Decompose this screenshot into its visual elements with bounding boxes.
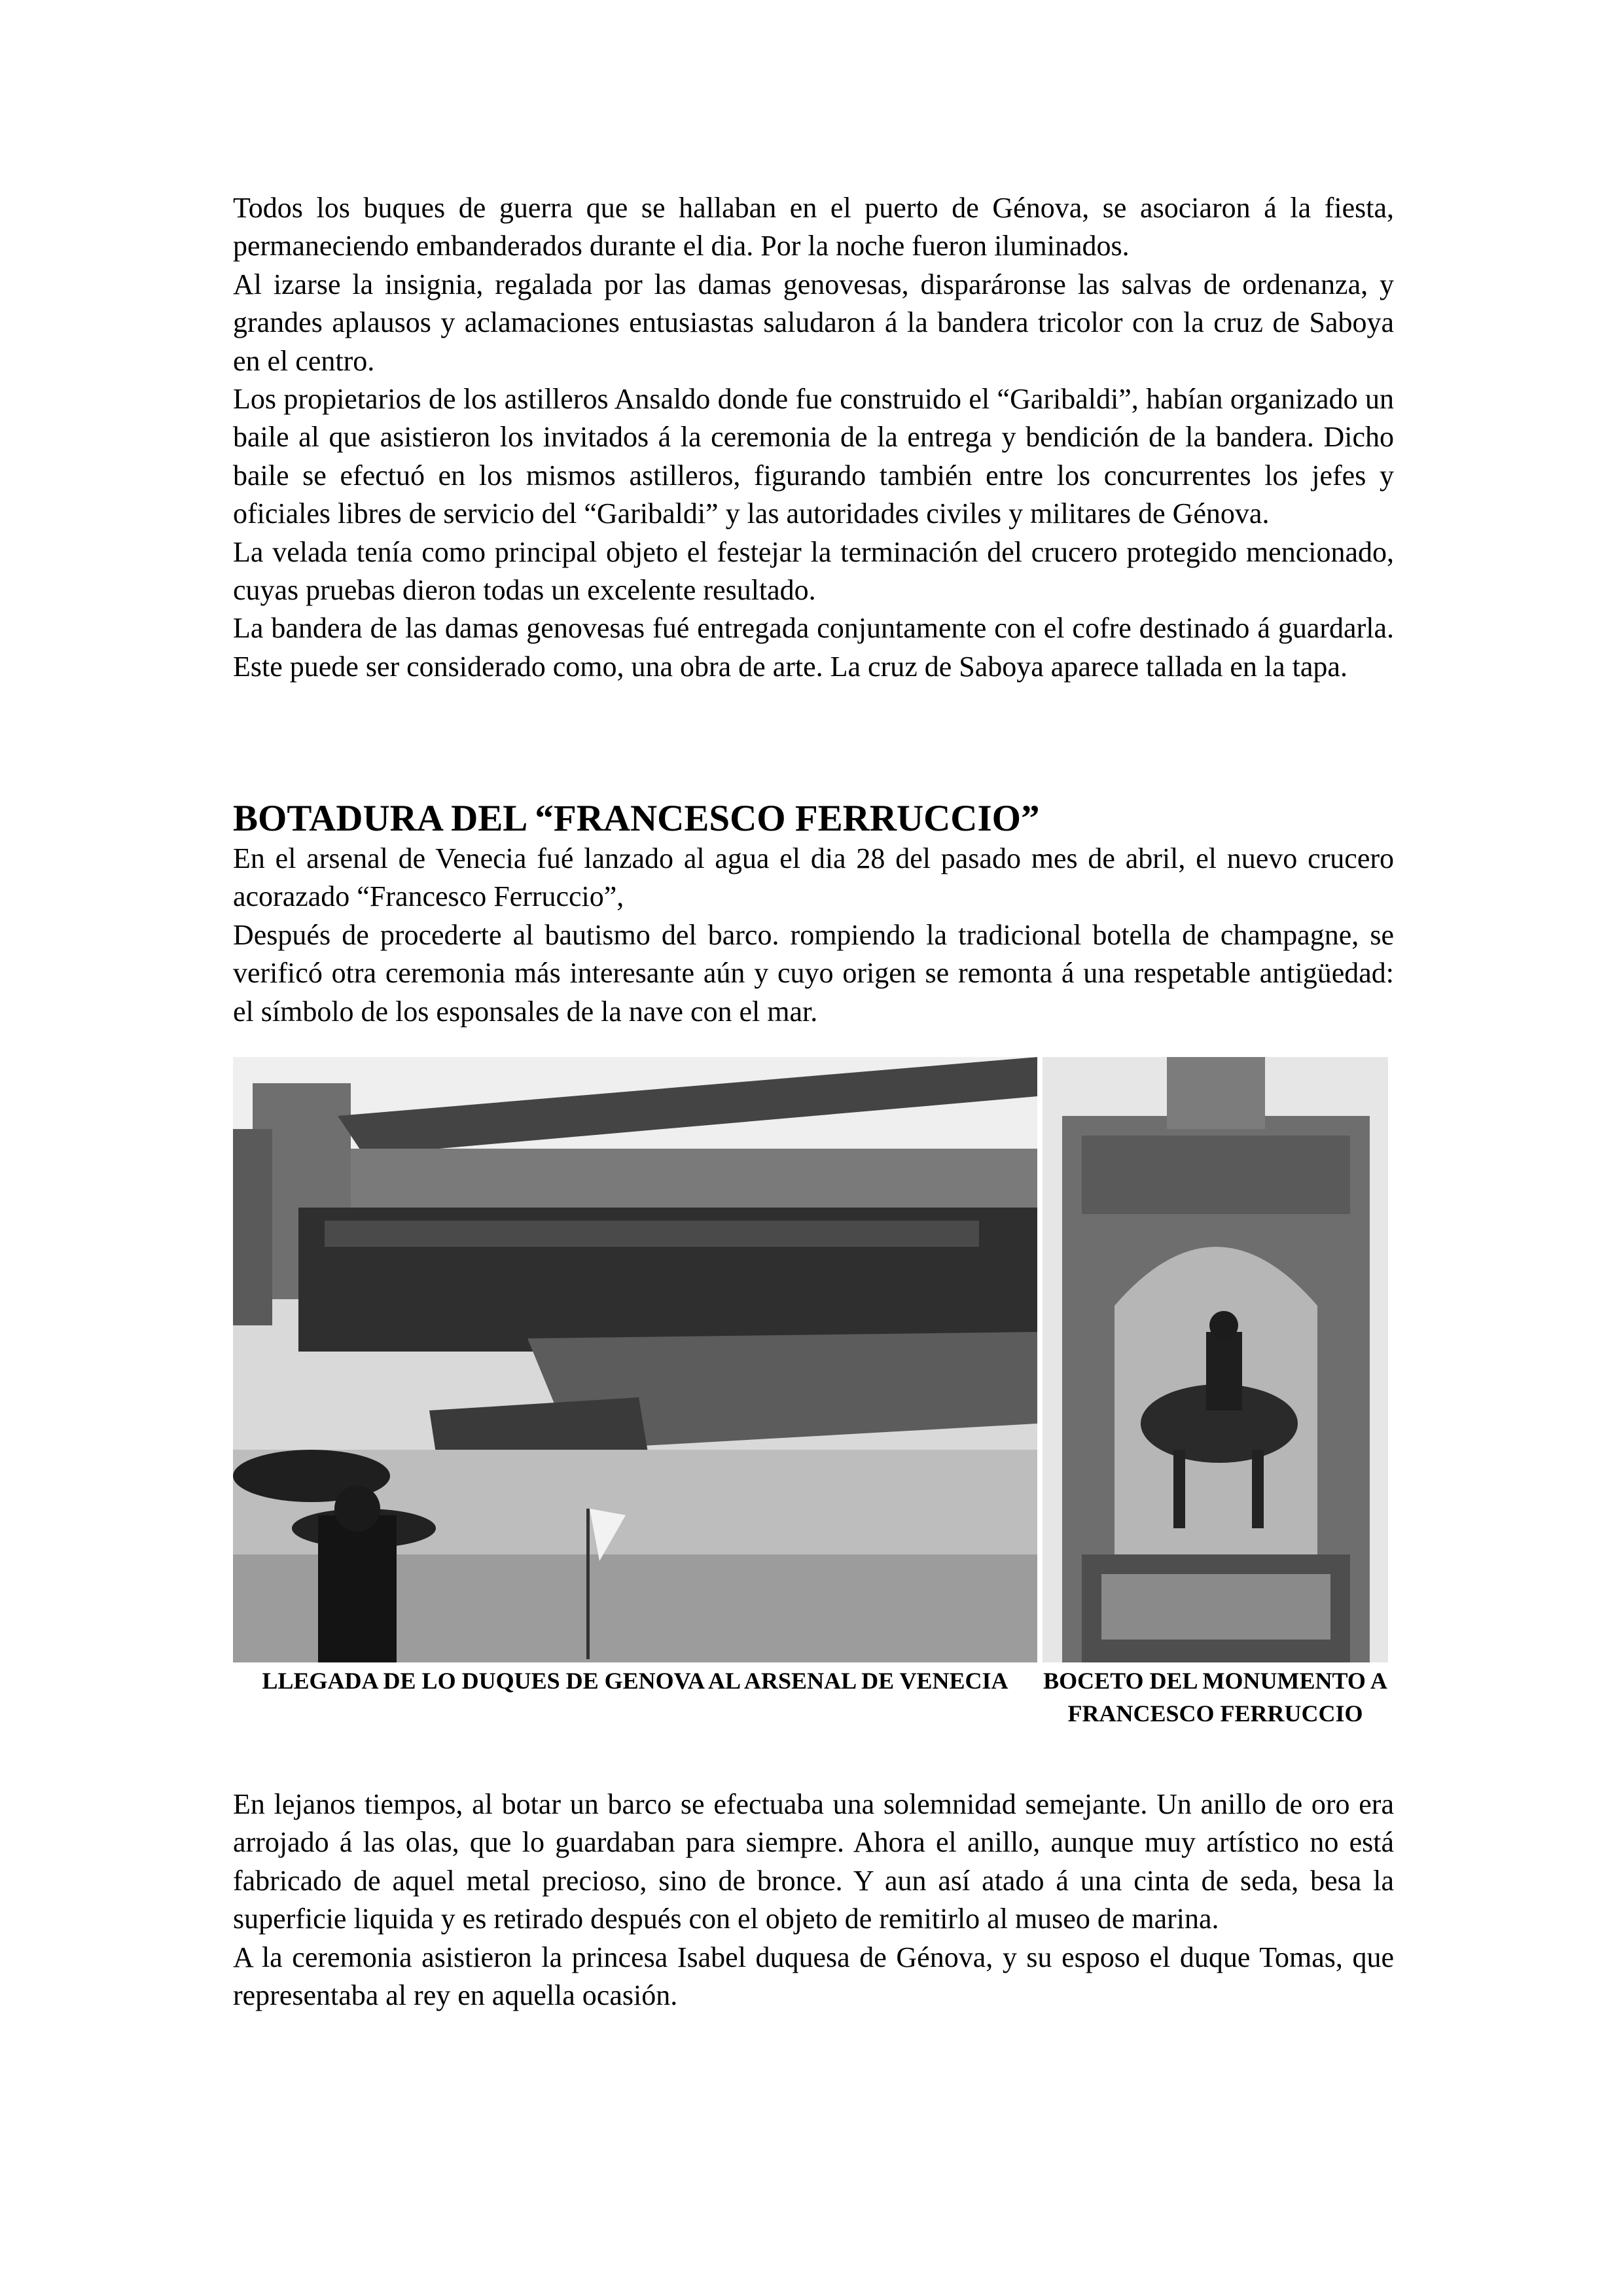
bottom-text-block bbox=[233, 1785, 1394, 2015]
paragraph: Después de procederte al bautismo del barco. rompiendo la tradicional botella de champagne, se verificó otra ceremonia más interesante aún y cuyo origen se remonta á una respetable antigüedad: el símbolo de los esponsales de la nave con el mar. bbox=[233, 918, 1394, 1028]
photo-arsenal-arrival bbox=[233, 1057, 1037, 1662]
paragraph: En el arsenal de Venecia fué lanzado al agua el dia 28 del pasado mes de abril, el nuevo crucero acorazado “Francesco Ferruccio”, bbox=[233, 842, 1394, 913]
paragraph: La velada tenía como principal objeto el festejar la terminación del crucero protegido mencionado, cuyas pruebas dieron todas un excelente resultado. bbox=[233, 535, 1394, 607]
paragraph: Todos los buques de guerra que se hallaban en el puerto de Génova, se asociaron á la fiesta, permaneciendo embanderados durante el dia. Por la noche fueron iluminados. bbox=[233, 192, 1394, 262]
top-text-block bbox=[233, 189, 1394, 686]
paragraph: A la ceremonia asistieron la princesa Isabel duquesa de Génova, y su esposo el duque Tomas, que representaba al rey en aquella ocasión. bbox=[233, 1941, 1394, 2012]
caption-right: BOCETO DEL MONUMENTO A FRANCESCO FERRUCCIO bbox=[1043, 1668, 1387, 1727]
section-heading: BOTADURA DEL “FRANCESCO FERRUCCIO” bbox=[233, 798, 1040, 839]
paragraph: La bandera de las damas genovesas fué entregada conjuntamente con el cofre destinado á guardarla. Este puede ser considerado como, una obra de arte. La cruz de Saboya aparece tallada en la tapa. bbox=[233, 612, 1394, 683]
photo-monument-sketch bbox=[1043, 1057, 1388, 1662]
paragraph: En lejanos tiempos, al botar un barco se efectuaba una solemnidad semejante. Un anillo de oro era arrojado á las olas, que lo guardaban para siempre. Ahora el anillo, aunque muy artístico no está fabricado de aquel metal precioso, sino de bronce. Y aun así atado á una cinta de seda, besa la superficie liquida y es retirado después con el objeto de remitirlo al museo de marina. bbox=[233, 1788, 1394, 1935]
paragraph: Al izarse la insignia, regalada por las damas genovesas, disparáronse las salvas de ordenanza, y grandes aplausos y aclamaciones entusiastas saludaron á la bandera tricolor con la cruz de Saboya en el centro. bbox=[233, 268, 1394, 377]
paragraph: Los propietarios de los astilleros Ansaldo donde fue construido el “Garibaldi”, habían organizado un baile al que asistieron los invitados á la ceremonia de la entrega y bendición de la bandera. Dicho baile se efectuó en los mismos astilleros, figurando también entre los concurrentes los jefes y oficiales libres de servicio del “Garibaldi” y las autoridades civiles y militares de Génova. bbox=[233, 383, 1394, 530]
mid-text-block bbox=[233, 840, 1394, 1031]
caption-left: LLEGADA DE LO DUQUES DE GENOVA AL ARSENAL DE VENECIA bbox=[262, 1668, 1008, 1694]
photo-monument-sketch-image bbox=[1043, 1057, 1388, 1662]
photo-arsenal-arrival-image bbox=[233, 1057, 1037, 1662]
